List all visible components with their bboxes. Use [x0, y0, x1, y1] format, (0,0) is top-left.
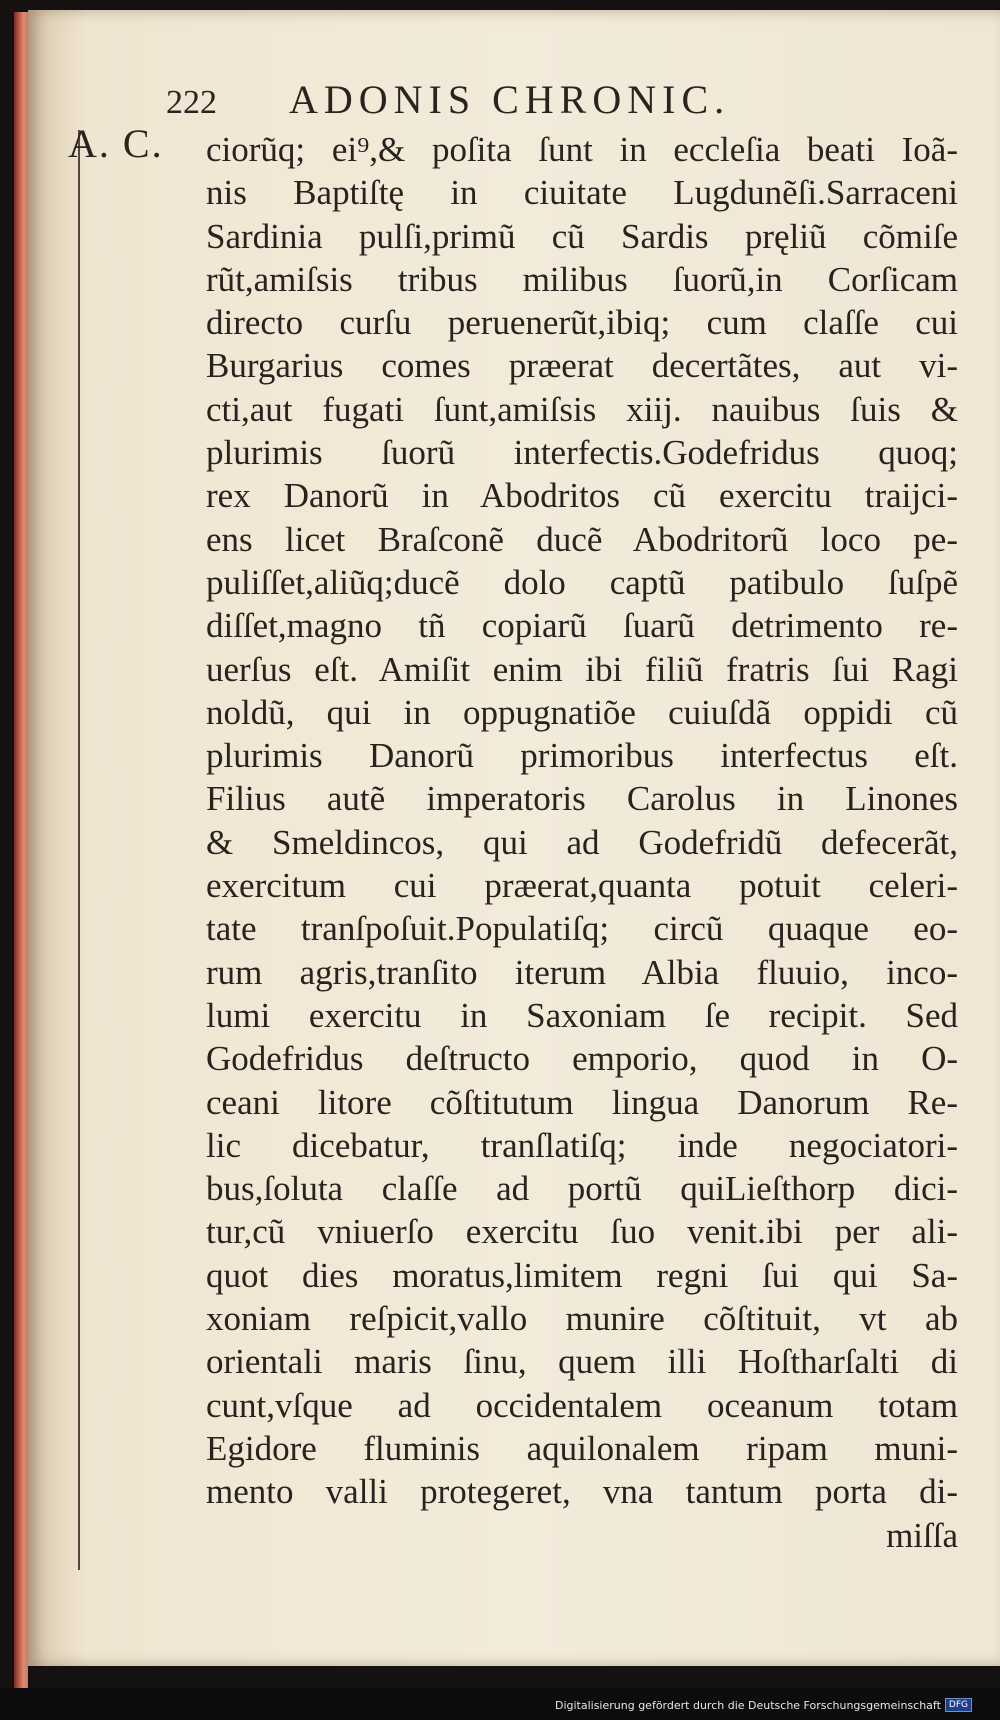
text-line: plurimis ſuorũ interfectis.Godefridus quoq; [206, 433, 958, 473]
text-line: directo curſu peruenerũt,ibiq; cum claſſe cui [206, 303, 958, 343]
text-line: nis Baptiſtę in ciuitate Lugdunẽſi.Sarraceni [206, 173, 958, 213]
text-line: & Smeldincos, qui ad Godefridũ defecerãt, [206, 822, 958, 862]
text-line: diſſet,magno tñ copiarũ ſuarũ detrimento re- [206, 606, 958, 646]
text-line: Godefridus deſtructo emporio, quod in O- [206, 1039, 958, 1079]
text-line: orientali maris ſinu, quem illi Hoſtharſalti di [206, 1342, 958, 1382]
text-line: mento valli protegeret, vna tantum porta di- [206, 1472, 958, 1512]
text-line: Filius autẽ imperatoris Carolus in Linones [206, 779, 958, 819]
text-line: lumi exercitu in Saxoniam ſe recipit. Sed [206, 995, 958, 1035]
page-number: 222 [166, 84, 217, 121]
credit-text: Digitalisierung gefördert durch die Deutsche Forschungsgemeinschaft [554, 1698, 941, 1712]
text-line: rum agris,tranſito iterum Albia fluuio, inco- [206, 952, 958, 992]
running-title: ADONIS CHRONIC. [289, 77, 731, 122]
text-line: cunt,vſque ad occidentalem oceanum totam [206, 1385, 958, 1425]
text-line: bus,ſoluta claſſe ad portũ quiLieſthorp dici- [206, 1169, 958, 1209]
body-text [206, 128, 958, 1557]
text-line: noldũ, qui in oppugnatiõe cuiuſdã oppidi cũ [206, 692, 958, 732]
text-line: quot dies moratus,limitem regni ſui qui Sa- [206, 1255, 958, 1295]
text-line: ceani litore cõſtitutum lingua Danorum Re- [206, 1082, 958, 1122]
text-line: ciorũq; ei⁹,& poſita ſunt in eccleſia beati Ioã- [206, 130, 958, 169]
text-line: lic dicebatur, tranſlatiſq; inde negociatori- [206, 1125, 958, 1165]
text-line: rũt,amiſsis tribus milibus ſuorũ,in Corſicam [206, 259, 958, 299]
text-line: uerſus eſt. Amiſit enim ibi filiũ fratris ſui Ragi [206, 649, 958, 689]
text-line: Sardinia pulſi,primũ cũ Sardis pręliũ cõmiſe [206, 216, 958, 256]
text-line: puliſſet,aliũq;ducẽ dolo captũ patibulo ſuſpẽ [206, 562, 958, 602]
text-line: xoniam reſpicit,vallo munire cõſtituit, vt ab [206, 1299, 958, 1339]
text-line: exercitum cui præerat,quanta potuit celeri- [206, 866, 958, 906]
text-line: Egidore fluminis aquilonalem ripam muni- [206, 1428, 958, 1468]
text-line: tate tranſpoſuit.Populatiſq; circũ quaque eo- [206, 909, 958, 949]
page-edge [14, 12, 28, 1702]
text-line: tur,cũ vniuerſo exercitu ſuo venit.ibi per ali- [206, 1212, 958, 1252]
text-line: cti,aut fugati ſunt,amiſsis xiij. nauibus ſuis & [206, 389, 958, 429]
text-line: plurimis Danorũ primoribus interfectus eſt. [206, 736, 958, 776]
digitization-credit [555, 1698, 972, 1712]
catchword: miſſa [886, 1515, 958, 1555]
text-line: Burgarius comes præerat decertãtes, aut vi- [206, 346, 958, 386]
text-line: rex Danorũ in Abodritos cũ exercitu traijci- [206, 476, 958, 516]
margin-rule [78, 130, 80, 1570]
margin-note: A. C. [68, 121, 164, 166]
text-line: ens licet Braſconẽ ducẽ Abodritorũ loco pe- [206, 519, 958, 559]
dfg-logo-icon: DFG [945, 1698, 972, 1712]
page-header [166, 76, 886, 126]
